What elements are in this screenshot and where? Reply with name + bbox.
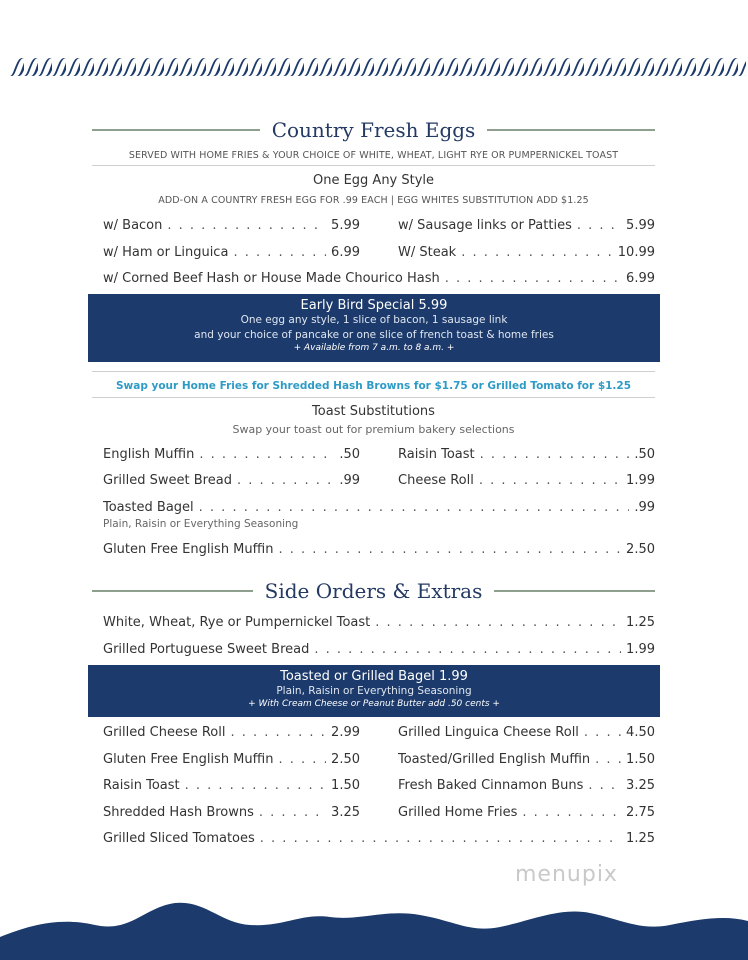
menu-item: Fresh Baked Cinnamon Buns . . . 3.25 [398,778,655,793]
early-bird-title: Early Bird Special 5.99 [300,298,448,313]
menu-item: Raisin Toast . . . 1.50 [103,778,360,793]
toast-subheading: Swap your toast out for premium bakery selections [232,423,515,436]
early-bird-line2: and your choice of pancake or one slice of french toast & home fries [194,329,554,341]
divider [92,397,655,398]
menu-item: Grilled Cheese Roll . . . 2.99 [103,725,360,740]
bagel-banner-addon: + With Cream Cheese or Peanut Butter add .50 cents + [248,699,500,709]
menu-item: Grilled Portuguese Sweet Bread . . . 1.99 [103,642,655,657]
divider [92,371,655,372]
bagel-banner-line1: Plain, Raisin or Everything Seasoning [276,685,472,697]
bagel-note: Plain, Raisin or Everything Seasoning [103,518,299,530]
eggs-title: Country Fresh Eggs [271,118,476,142]
bagel-banner-title: Toasted or Grilled Bagel 1.99 [280,669,468,684]
menu-item: Gluten Free English Muffin . . . 2.50 [103,752,360,767]
menu-item: Gluten Free English Muffin . . . 2.50 [103,542,655,557]
eggs-subtitle: SERVED WITH HOME FRIES & YOUR CHOICE OF WHITE, WHEAT, LIGHT RYE OR PUMPERNICKEL TOAST [128,150,619,161]
menu-item: English Muffin . . . .50 [103,447,360,462]
watermark: menupix [515,862,618,887]
menu-item: Grilled Home Fries . . . 2.75 [398,805,655,820]
menu-item: Grilled Sliced Tomatoes . . . 1.25 [103,831,655,846]
menu-item: Cheese Roll . . . 1.99 [398,473,655,488]
divider [92,165,655,166]
one-egg-heading: One Egg Any Style [312,173,435,188]
menu-item: Raisin Toast . . . .50 [398,447,655,462]
wave-footer [0,895,748,960]
menu-item: Toasted/Grilled English Muffin . . . 1.50 [398,752,655,767]
swap-note: Swap your Home Fries for Shredded Hash Browns for $1.75 or Grilled Tomato for $1.25 [115,380,632,392]
menu-item: w/ Bacon . . . 5.99 [103,218,360,233]
menu-item: Toasted Bagel . . . .99 [103,500,655,515]
menu-item: w/ Sausage links or Patties . . . 5.99 [398,218,655,233]
early-bird-line1: One egg any style, 1 slice of bacon, 1 sausage link [240,314,508,326]
menu-item: Shredded Hash Browns . . . 3.25 [103,805,360,820]
eggs-section-title [92,118,655,142]
menu-item: White, Wheat, Rye or Pumpernickel Toast . . . 1.25 [103,615,655,630]
early-bird-availability: + Available from 7 a.m. to 8 a.m. + [293,343,455,353]
early-bird-banner [88,294,660,362]
bagel-banner [88,665,660,717]
menu-item: w/ Ham or Linguica . . . 6.99 [103,245,360,260]
menu-item: W/ Steak . . . 10.99 [398,245,655,260]
menu-item: Grilled Linguica Cheese Roll . . . 4.50 [398,725,655,740]
rope-border [10,56,746,78]
menu-item: Grilled Sweet Bread . . . .99 [103,473,360,488]
sides-title: Side Orders & Extras [264,579,483,603]
egg-addon-note: ADD-ON A COUNTRY FRESH EGG FOR .99 EACH | EGG WHITES SUBSTITUTION ADD $1.25 [158,195,589,206]
menu-item: w/ Corned Beef Hash or House Made Chourico Hash . . . 6.99 [103,271,655,286]
toast-heading: Toast Substitutions [312,404,435,419]
sides-section-title [92,579,655,603]
